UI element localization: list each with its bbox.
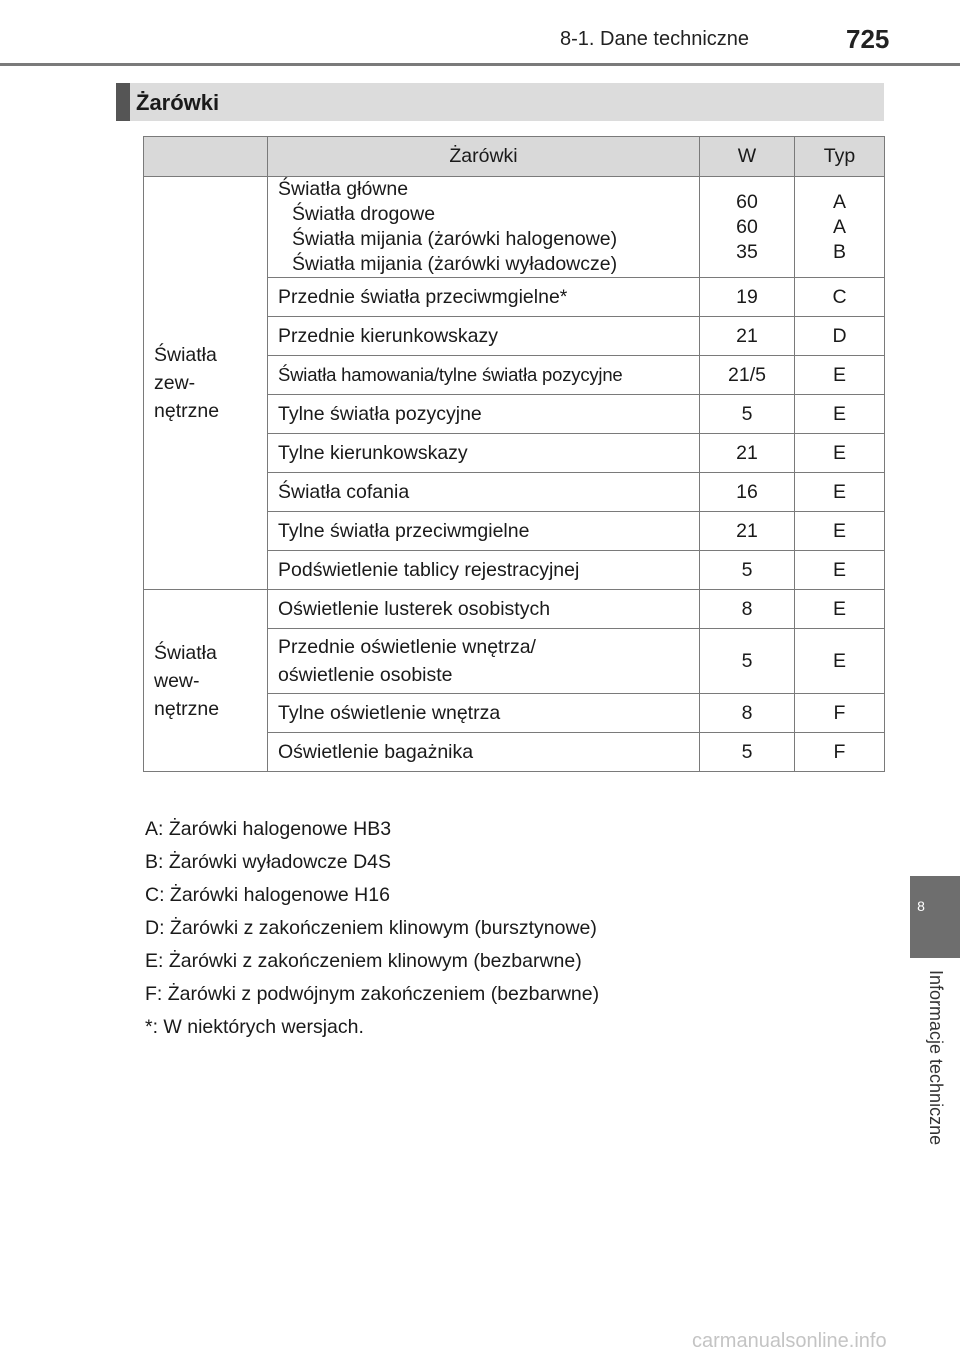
bulb-type: E bbox=[795, 590, 885, 629]
footnote: F: Żarówki z podwójnym zakończeniem (bezbarwne) bbox=[145, 983, 600, 1005]
bulb-type: D bbox=[795, 317, 885, 356]
group-label-line: Światła bbox=[154, 344, 217, 366]
bulb-name: Oświetlenie lusterek osobistych bbox=[268, 590, 700, 629]
watts-value: 60 bbox=[736, 215, 758, 238]
bulb-watts: 5 bbox=[700, 551, 795, 590]
bulb-watts: 21/5 bbox=[700, 356, 795, 395]
footnote: *: W niektórych wersjach. bbox=[145, 1016, 364, 1038]
bulb-watts: 5 bbox=[700, 395, 795, 434]
watts-value: 60 bbox=[736, 190, 758, 213]
footnotes bbox=[145, 813, 599, 1044]
table-row bbox=[144, 590, 885, 629]
footnote: D: Żarówki z zakończeniem klinowym (bursztynowe) bbox=[145, 917, 597, 939]
section-title: Żarówki bbox=[136, 90, 220, 115]
page-number: 725 bbox=[846, 24, 890, 54]
group-label-line: wew- bbox=[154, 669, 200, 692]
bulb-name: Oświetlenie bagażnika bbox=[268, 733, 700, 772]
bulb-type: E bbox=[795, 629, 885, 694]
bulb-name: Przednie światła przeciwmgielne* bbox=[268, 278, 700, 317]
column-header-bulbs: Żarówki bbox=[268, 137, 700, 177]
bulb-type: E bbox=[795, 473, 885, 512]
bulb-type: F bbox=[795, 694, 885, 733]
footnote: B: Żarówki wyładowcze D4S bbox=[145, 851, 391, 873]
watts-value: 35 bbox=[736, 240, 758, 263]
type-value: A bbox=[832, 215, 846, 238]
group-label-interior bbox=[144, 590, 268, 772]
chapter-tab-label: Informacje techniczne bbox=[926, 970, 946, 1146]
bulb-watts: 5 bbox=[700, 629, 795, 694]
bulb-name: Tylne oświetlenie wnętrza bbox=[268, 694, 700, 733]
headlights-sub-item: Światła drogowe bbox=[292, 203, 436, 225]
bulb-name-line: Przednie oświetlenie wnętrza/ bbox=[278, 636, 536, 658]
type-value: B bbox=[832, 240, 846, 263]
section-heading-bar bbox=[116, 83, 884, 121]
group-label-line: nętrzne bbox=[154, 400, 220, 422]
bulb-type: E bbox=[795, 434, 885, 473]
bulb-type: E bbox=[795, 512, 885, 551]
bulb-name: Przednie kierunkowskazy bbox=[268, 317, 700, 356]
bulb-name: Podświetlenie tablicy rejestracyjnej bbox=[268, 551, 700, 590]
type-value: A bbox=[832, 190, 846, 213]
bulb-type: F bbox=[795, 733, 885, 772]
header-rule bbox=[0, 63, 960, 66]
bulb-type: C bbox=[795, 278, 885, 317]
table-header-row bbox=[144, 137, 885, 177]
group-label-line: zew- bbox=[154, 372, 196, 394]
bulb-watts: 19 bbox=[700, 278, 795, 317]
bulb-name: Światła hamowania/tylne światła pozycyjne bbox=[268, 356, 700, 395]
table-row bbox=[144, 177, 885, 278]
headlights-sub-item: Światła mijania (żarówki wyładowcze) bbox=[292, 253, 618, 275]
footnote: E: Żarówki z zakończeniem klinowym (bezbarwne) bbox=[145, 950, 582, 972]
bulb-watts: 5 bbox=[700, 733, 795, 772]
bulb-name-multiline bbox=[268, 629, 700, 694]
bulb-watts: 16 bbox=[700, 473, 795, 512]
chapter-tab bbox=[910, 876, 960, 958]
headlights-watts-cell bbox=[700, 177, 795, 278]
bulb-table bbox=[143, 136, 885, 772]
bulb-name: Tylne światła pozycyjne bbox=[268, 395, 700, 434]
bulb-watts: 21 bbox=[700, 512, 795, 551]
column-header-group bbox=[144, 137, 268, 177]
footnote: A: Żarówki halogenowe HB3 bbox=[145, 818, 392, 840]
group-label-line: nętrzne bbox=[154, 697, 220, 720]
column-header-type: Typ bbox=[795, 137, 885, 177]
bulb-type: E bbox=[795, 395, 885, 434]
running-header-title: 8-1. Dane techniczne bbox=[560, 28, 750, 50]
bulb-watts: 8 bbox=[700, 590, 795, 629]
bulb-watts: 21 bbox=[700, 434, 795, 473]
column-header-watts: W bbox=[700, 137, 795, 177]
group-label-line: Światła bbox=[154, 641, 217, 664]
bulb-name: Tylne światła przeciwmgielne bbox=[268, 512, 700, 551]
bulb-watts: 8 bbox=[700, 694, 795, 733]
footnote: C: Żarówki halogenowe H16 bbox=[145, 884, 390, 906]
bulb-name: Tylne kierunkowskazy bbox=[268, 434, 700, 473]
bulb-watts: 21 bbox=[700, 317, 795, 356]
bulb-type: E bbox=[795, 356, 885, 395]
bulb-name-line: oświetlenie osobiste bbox=[278, 664, 453, 686]
chapter-tab-number: 8 bbox=[917, 898, 925, 914]
bulb-type: E bbox=[795, 551, 885, 590]
bulb-name: Światła cofania bbox=[268, 473, 700, 512]
headlights-sub-item: Światła mijania (żarówki halogenowe) bbox=[292, 228, 618, 250]
watermark: carmanualsonline.info bbox=[692, 1330, 887, 1352]
group-label-exterior bbox=[144, 177, 268, 590]
headlights-heading: Światła główne bbox=[278, 178, 409, 200]
headlights-type-cell bbox=[795, 177, 885, 278]
headlights-cell bbox=[268, 177, 700, 278]
